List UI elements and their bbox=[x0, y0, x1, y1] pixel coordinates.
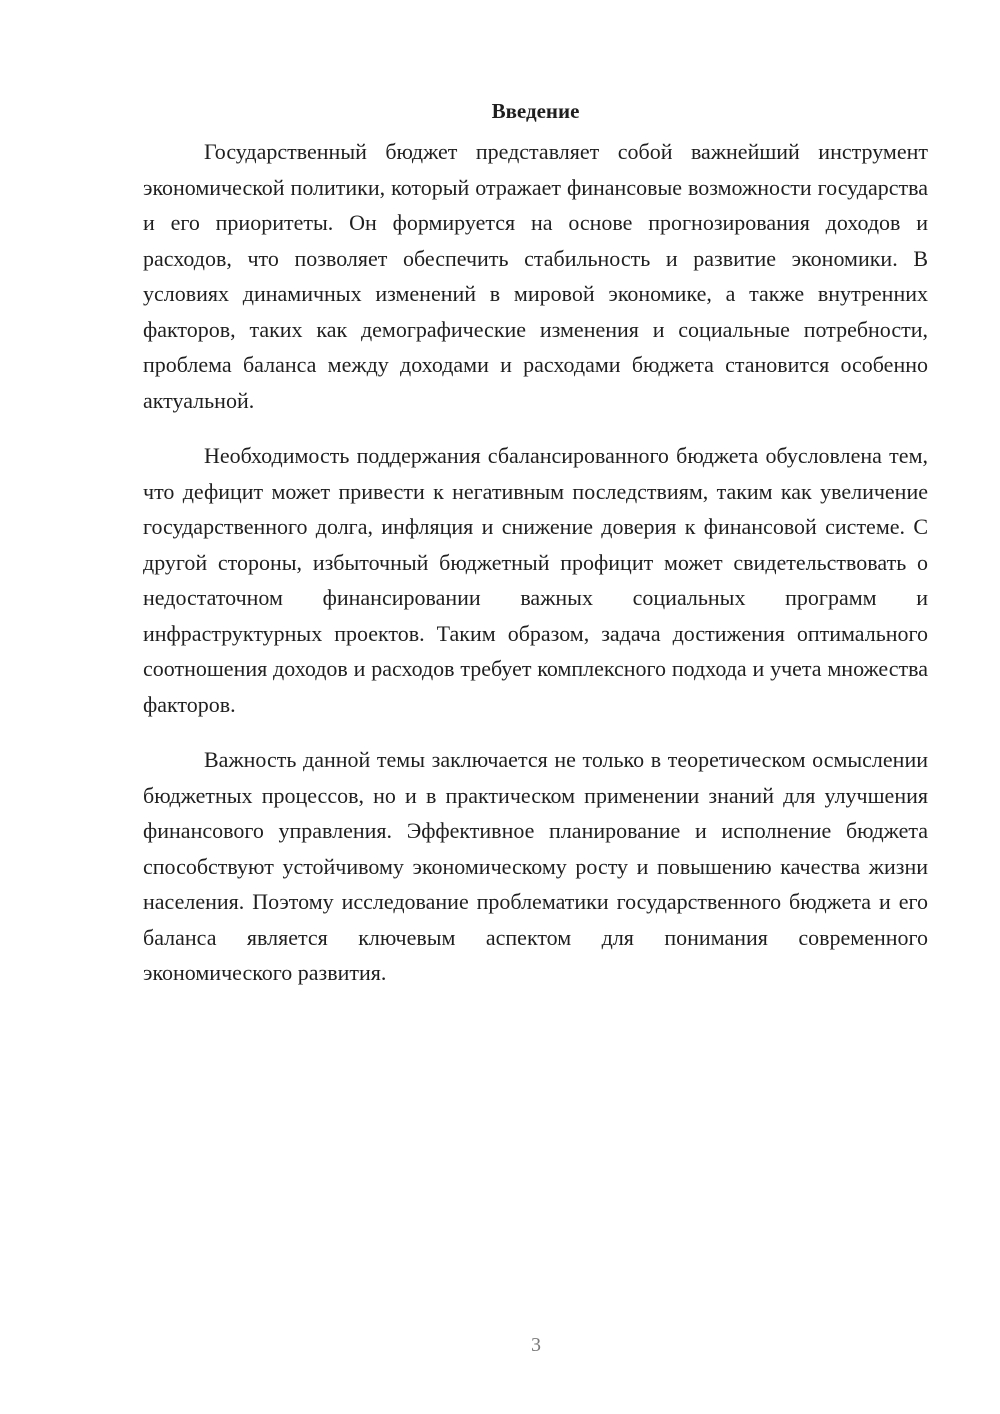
document-body bbox=[143, 96, 928, 1011]
paragraph-3: Важность данной темы заключается не только в теоретическом осмыслении бюджетных процессов, но и в практическом применении знаний для улучшения финансового управления. Эффективное планирование и исполнение бюджета способствуют устойчивому экономическому росту и повышению качества жизни населения. Поэтому исследование проблематики государственного бюджета и его баланса является ключевым аспектом для понимания современного экономического развития. bbox=[143, 747, 928, 985]
page-number: 3 bbox=[531, 1334, 541, 1356]
section-title: Введение bbox=[491, 99, 580, 123]
paragraph-1: Государственный бюджет представляет собой важнейший инструмент экономической политики, который отражает финансовые возможности государства и его приоритеты. Он формируется на основе прогнозирования доходов и расходов, что позволяет обеспечить стабильность и развитие экономики. В условиях динамичных изменений в мировой экономике, а также внутренних факторов, таких как демографические изменения и социальные потребности, проблема баланса между доходами и расходами бюджета становится особенно актуальной. bbox=[143, 139, 928, 413]
paragraph-2: Необходимость поддержания сбалансированного бюджета обусловлена тем, что дефицит может привести к негативным последствиям, таким как увеличение государственного долга, инфляция и снижение доверия к финансовой системе. С другой стороны, избыточный бюджетный профицит может свидетельствовать о недостаточном финансировании важных социальных программ и инфраструктурных проектов. Таким образом, задача достижения оптимального соотношения доходов и расходов требует комплексного подхода и учета множества факторов. bbox=[143, 443, 928, 717]
